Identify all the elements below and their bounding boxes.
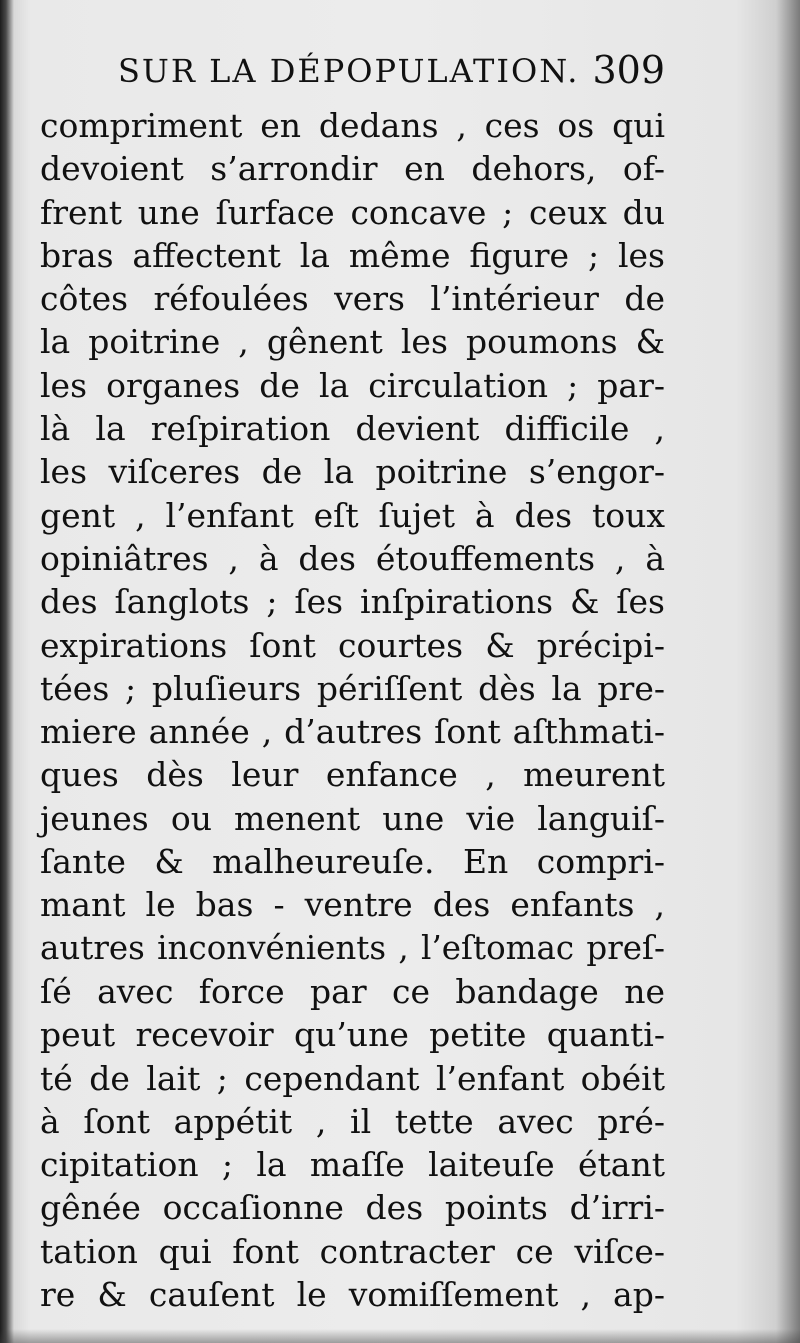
text-line: côtes réfoulées vers l’intérieur de — [40, 279, 665, 319]
text-line: la poitrine , gênent les poumons & — [40, 322, 665, 362]
text-line: tation qui font contracter ce viſce- — [40, 1231, 665, 1271]
text-line: expirations ſont courtes & précipi- — [40, 625, 665, 665]
text-line: les viſceres de la poitrine s’engor- — [40, 452, 665, 492]
text-line: les organes de la circulation ; par- — [40, 365, 665, 405]
text-line: devoient s’arrondir en dehors, of- — [40, 149, 665, 189]
text-line: autres inconvénients , l’eſtomac preſ- — [40, 928, 665, 967]
text-line: té de lait ; cependant l’enfant obéit — [40, 1058, 665, 1098]
text-line: opiniâtres , à des étouffements , à — [40, 538, 665, 578]
running-head-title: SUR LA DÉPOPULATION. — [118, 52, 580, 90]
text-line: compriment en dedans , ces os qui — [40, 106, 665, 145]
text-line: gent , l’enfant eſt ſujet à des toux — [40, 495, 665, 535]
page-shadow — [0, 1329, 800, 1343]
text-line: miere année , d’autres ſont aſthmati- — [40, 712, 665, 752]
text-line: là la reſpiration devient difficile , — [40, 409, 665, 449]
running-head — [40, 42, 665, 104]
text-line: ſé avec force par ce bandage ne — [40, 971, 665, 1011]
text-line: mant le bas - ventre des enfants , — [40, 885, 665, 925]
text-line: gênée occaſionne des points d’irri- — [40, 1188, 665, 1228]
text-line: ques dès leur enfance , meurent — [40, 755, 665, 795]
text-line: peut recevoir qu’une petite quanti- — [40, 1015, 665, 1055]
body-text — [40, 104, 665, 1316]
text-line: ſante & malheureuſe. En compri- — [40, 842, 665, 882]
text-line: bras affectent la même figure ; les — [40, 235, 665, 275]
text-line: re & cauſent le vomiſſement , ap- — [40, 1275, 665, 1315]
text-line: jeunes ou menent une vie languiſ- — [40, 798, 665, 838]
text-line: à ſont appétit , il tette avec pré- — [40, 1101, 665, 1141]
page-number: 309 — [592, 48, 665, 92]
book-page — [40, 42, 665, 1316]
text-line: des ſanglots ; ſes inſpirations & ſes — [40, 582, 665, 622]
text-line: frent une ſurface concave ; ceux du — [40, 192, 665, 232]
text-line: cipitation ; la maſſe laiteuſe étant — [40, 1145, 665, 1185]
text-line: tées ; pluſieurs périſſent dès la pre- — [40, 668, 665, 708]
